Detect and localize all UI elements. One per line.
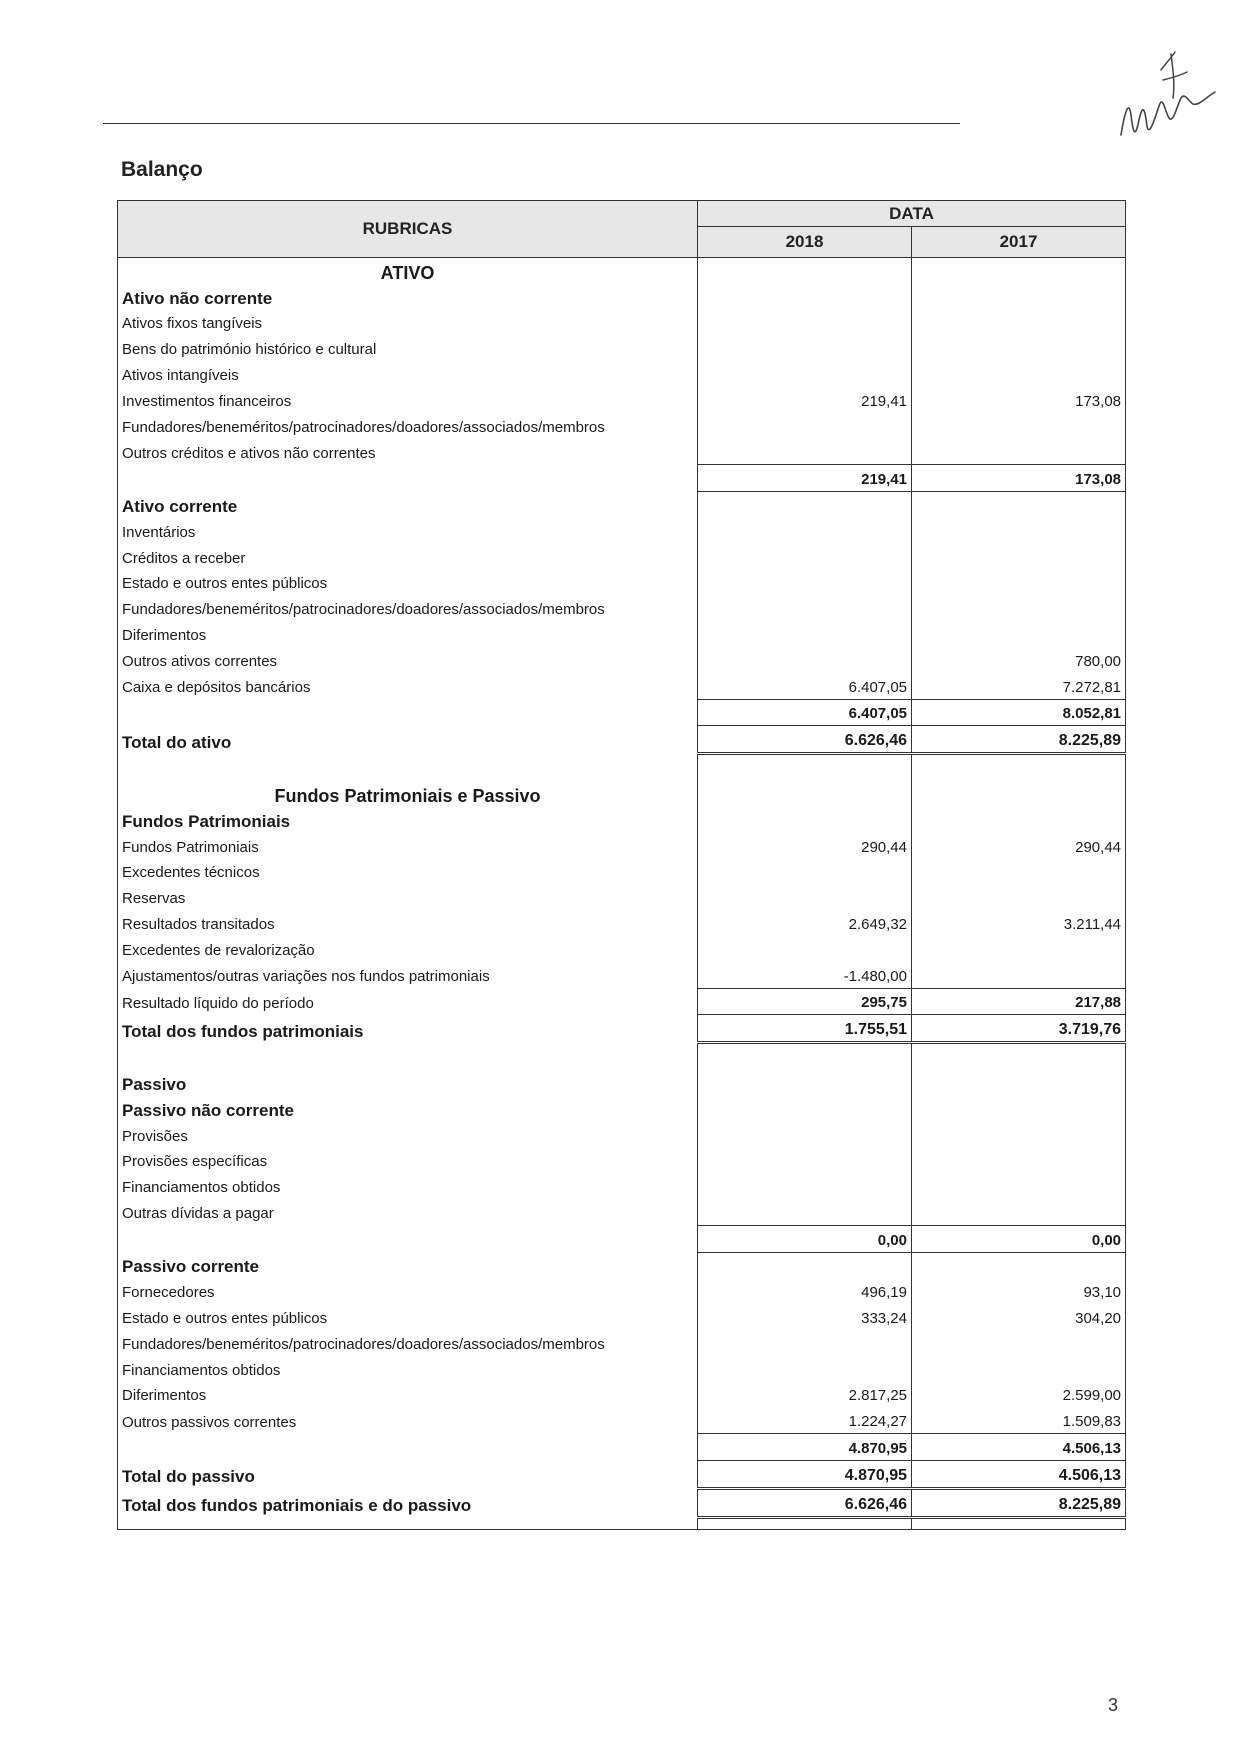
total-row	[118, 1461, 1126, 1489]
value-2017: 7.272,81	[912, 673, 1126, 699]
value-2018: 0,00	[698, 1225, 912, 1252]
value-2018: 219,41	[698, 387, 912, 413]
value-2018: 6.407,05	[698, 699, 912, 726]
row-label: Ajustamentos/outras variações nos fundos patrimoniais	[118, 962, 698, 988]
row-label: Fundos Patrimoniais	[118, 807, 698, 833]
value-2017	[912, 1199, 1126, 1225]
value-2017	[912, 1148, 1126, 1174]
value-2018	[698, 492, 912, 518]
value-2018: 4.870,95	[698, 1461, 912, 1489]
value-2018	[698, 518, 912, 544]
value-2018: 1.755,51	[698, 1015, 912, 1043]
row-label: Bens do património histórico e cultural	[118, 335, 698, 361]
row-label: Provisões específicas	[118, 1148, 698, 1174]
table-row	[118, 621, 1126, 647]
row-label: Diferimentos	[118, 621, 698, 647]
table-row	[118, 595, 1126, 621]
row-label: Provisões	[118, 1122, 698, 1148]
value-2018	[698, 310, 912, 336]
table-row	[118, 962, 1126, 988]
value-2017	[912, 310, 1126, 336]
row-label: Fundadores/beneméritos/patrocinadores/doadores/associados/membros	[118, 1330, 698, 1356]
table-row	[118, 936, 1126, 962]
row-label: Outros créditos e ativos não correntes	[118, 439, 698, 465]
table-row	[118, 647, 1126, 673]
value-2017	[912, 884, 1126, 910]
value-2018: 1.224,27	[698, 1407, 912, 1433]
row-label: Financiamentos obtidos	[118, 1356, 698, 1382]
value-2018	[698, 413, 912, 439]
value-2018: 2.649,32	[698, 910, 912, 936]
row-label	[118, 699, 698, 726]
value-2017	[912, 1096, 1126, 1122]
table-row	[118, 1407, 1126, 1433]
spacer-row	[118, 1043, 1126, 1071]
value-2018	[698, 1330, 912, 1356]
value-2017	[912, 962, 1126, 988]
value-2017	[912, 518, 1126, 544]
value-2017	[912, 544, 1126, 570]
table-row	[118, 1199, 1126, 1225]
row-label: Resultado líquido do período	[118, 988, 698, 1015]
row-label: Total dos fundos patrimoniais	[118, 1015, 698, 1043]
table-row	[118, 1148, 1126, 1174]
value-2017	[912, 413, 1126, 439]
section-title: Fundos Patrimoniais e Passivo	[118, 781, 698, 807]
value-2018	[698, 1356, 912, 1382]
value-2018	[698, 335, 912, 361]
value-2018	[698, 1148, 912, 1174]
row-label: Passivo não corrente	[118, 1096, 698, 1122]
value-2018	[698, 884, 912, 910]
row-label: Estado e outros entes públicos	[118, 570, 698, 596]
row-label: Créditos a receber	[118, 544, 698, 570]
subtotal-row	[118, 465, 1126, 492]
section-title: ATIVO	[118, 258, 698, 284]
value-2017	[912, 936, 1126, 962]
table-row	[118, 361, 1126, 387]
value-2017	[912, 570, 1126, 596]
table-row	[118, 1252, 1126, 1278]
value-2018: -1.480,00	[698, 962, 912, 988]
table-row	[118, 1356, 1126, 1382]
row-label: Outros ativos correntes	[118, 647, 698, 673]
value-2017: 4.506,13	[912, 1434, 1126, 1461]
value-2017: 0,00	[912, 1225, 1126, 1252]
handwritten-signature	[1115, 40, 1225, 160]
value-2018	[698, 936, 912, 962]
table-row	[118, 910, 1126, 936]
table-bottom-row	[118, 1517, 1126, 1529]
row-label: Ativo corrente	[118, 492, 698, 518]
row-label: Ativos intangíveis	[118, 361, 698, 387]
table-row	[118, 570, 1126, 596]
value-2017	[912, 807, 1126, 833]
table-row	[118, 673, 1126, 699]
row-label: Financiamentos obtidos	[118, 1173, 698, 1199]
value-2018: 6.407,05	[698, 673, 912, 699]
row-label: Fornecedores	[118, 1278, 698, 1304]
total-row	[118, 1015, 1126, 1043]
header-data: DATA	[698, 201, 1126, 227]
value-2017: 8.225,89	[912, 1488, 1126, 1517]
table-row	[118, 807, 1126, 833]
value-2017: 4.506,13	[912, 1461, 1126, 1489]
page-number: 3	[1108, 1695, 1119, 1715]
total-row	[118, 726, 1126, 754]
value-2018	[698, 1096, 912, 1122]
value-2017: 780,00	[912, 647, 1126, 673]
subtotal-row	[118, 699, 1126, 726]
table-row	[118, 310, 1126, 336]
value-2018	[698, 807, 912, 833]
row-label: Passivo corrente	[118, 1252, 698, 1278]
value-2017	[912, 1252, 1126, 1278]
document-title: Balanço	[121, 158, 203, 181]
value-2017: 3.211,44	[912, 910, 1126, 936]
value-2018	[698, 859, 912, 885]
value-2017: 173,08	[912, 387, 1126, 413]
row-label: Passivo	[118, 1070, 698, 1096]
table-row	[118, 1096, 1126, 1122]
table-row	[118, 833, 1126, 859]
subtotal-row	[118, 1434, 1126, 1461]
row-label: Caixa e depósitos bancários	[118, 673, 698, 699]
value-2017: 2.599,00	[912, 1382, 1126, 1408]
value-2017	[912, 335, 1126, 361]
value-2017: 217,88	[912, 988, 1126, 1015]
value-2018: 295,75	[698, 988, 912, 1015]
balance-sheet-table	[117, 200, 1126, 1530]
table-row	[118, 1278, 1126, 1304]
value-2017	[912, 621, 1126, 647]
table-row	[118, 1173, 1126, 1199]
header-year-2018: 2018	[698, 227, 912, 258]
spacer-row	[118, 754, 1126, 782]
row-label: Investimentos financeiros	[118, 387, 698, 413]
row-label: Resultados transitados	[118, 910, 698, 936]
value-2018	[698, 595, 912, 621]
table-row	[118, 1304, 1126, 1330]
value-2017	[912, 859, 1126, 885]
subtotal-row	[118, 1225, 1126, 1252]
value-2018	[698, 439, 912, 465]
value-2017: 290,44	[912, 833, 1126, 859]
row-label: Excedentes técnicos	[118, 859, 698, 885]
value-2018	[698, 1122, 912, 1148]
table-row	[118, 1330, 1126, 1356]
row-label: Fundadores/beneméritos/patrocinadores/doadores/associados/membros	[118, 595, 698, 621]
value-2018: 290,44	[698, 833, 912, 859]
value-2018: 2.817,25	[698, 1382, 912, 1408]
value-2017: 8.052,81	[912, 699, 1126, 726]
table-row	[118, 1070, 1126, 1096]
section-ativo	[118, 258, 1126, 284]
value-2017	[912, 492, 1126, 518]
row-label: Estado e outros entes públicos	[118, 1304, 698, 1330]
value-2017: 93,10	[912, 1278, 1126, 1304]
table-row	[118, 544, 1126, 570]
value-2017: 3.719,76	[912, 1015, 1126, 1043]
row-label: Outros passivos correntes	[118, 1407, 698, 1433]
value-2017	[912, 1330, 1126, 1356]
table-row	[118, 884, 1126, 910]
value-2018: 4.870,95	[698, 1434, 912, 1461]
value-2017	[912, 1173, 1126, 1199]
row-label: Reservas	[118, 884, 698, 910]
row-label: Total do ativo	[118, 726, 698, 754]
table-row	[118, 1122, 1126, 1148]
value-2018	[698, 544, 912, 570]
value-2018	[698, 284, 912, 310]
table-row	[118, 387, 1126, 413]
value-2018	[698, 570, 912, 596]
value-2017: 8.225,89	[912, 726, 1126, 754]
row-label	[118, 465, 698, 492]
row-label: Ativo não corrente	[118, 284, 698, 310]
table-row	[118, 284, 1126, 310]
value-2018	[698, 621, 912, 647]
value-2018: 333,24	[698, 1304, 912, 1330]
table-row	[118, 859, 1126, 885]
value-2017	[912, 1070, 1126, 1096]
table-row	[118, 518, 1126, 544]
value-2018: 6.626,46	[698, 1488, 912, 1517]
row-label: Total do passivo	[118, 1461, 698, 1489]
row-label: Fundadores/beneméritos/patrocinadores/doadores/associados/membros	[118, 413, 698, 439]
table-row	[118, 439, 1126, 465]
header-rubricas: RUBRICAS	[118, 201, 698, 258]
value-2017	[912, 1122, 1126, 1148]
row-label: Total dos fundos patrimoniais e do passivo	[118, 1488, 698, 1517]
row-label: Excedentes de revalorização	[118, 936, 698, 962]
section-fundos-passivo	[118, 781, 1126, 807]
row-label	[118, 1225, 698, 1252]
table-row	[118, 492, 1126, 518]
value-2017	[912, 361, 1126, 387]
value-2018	[698, 1070, 912, 1096]
table-row	[118, 1382, 1126, 1408]
row-label: Outras dívidas a pagar	[118, 1199, 698, 1225]
value-2018: 6.626,46	[698, 726, 912, 754]
value-2017	[912, 1356, 1126, 1382]
value-2017: 304,20	[912, 1304, 1126, 1330]
total-row	[118, 1488, 1126, 1517]
value-2017	[912, 595, 1126, 621]
row-label	[118, 1434, 698, 1461]
top-rule	[103, 123, 960, 124]
value-2017	[912, 284, 1126, 310]
value-2018	[698, 1199, 912, 1225]
row-label: Inventários	[118, 518, 698, 544]
row-label: Ativos fixos tangíveis	[118, 310, 698, 336]
value-2017: 173,08	[912, 465, 1126, 492]
value-2018	[698, 647, 912, 673]
value-2018: 219,41	[698, 465, 912, 492]
value-2017: 1.509,83	[912, 1407, 1126, 1433]
header-year-2017: 2017	[912, 227, 1126, 258]
row-label: Fundos Patrimoniais	[118, 833, 698, 859]
table-row	[118, 413, 1126, 439]
value-2017	[912, 439, 1126, 465]
value-2018	[698, 361, 912, 387]
subtotal-row	[118, 988, 1126, 1015]
row-label: Diferimentos	[118, 1382, 698, 1408]
value-2018	[698, 1252, 912, 1278]
table-row	[118, 335, 1126, 361]
value-2018	[698, 1173, 912, 1199]
value-2018: 496,19	[698, 1278, 912, 1304]
